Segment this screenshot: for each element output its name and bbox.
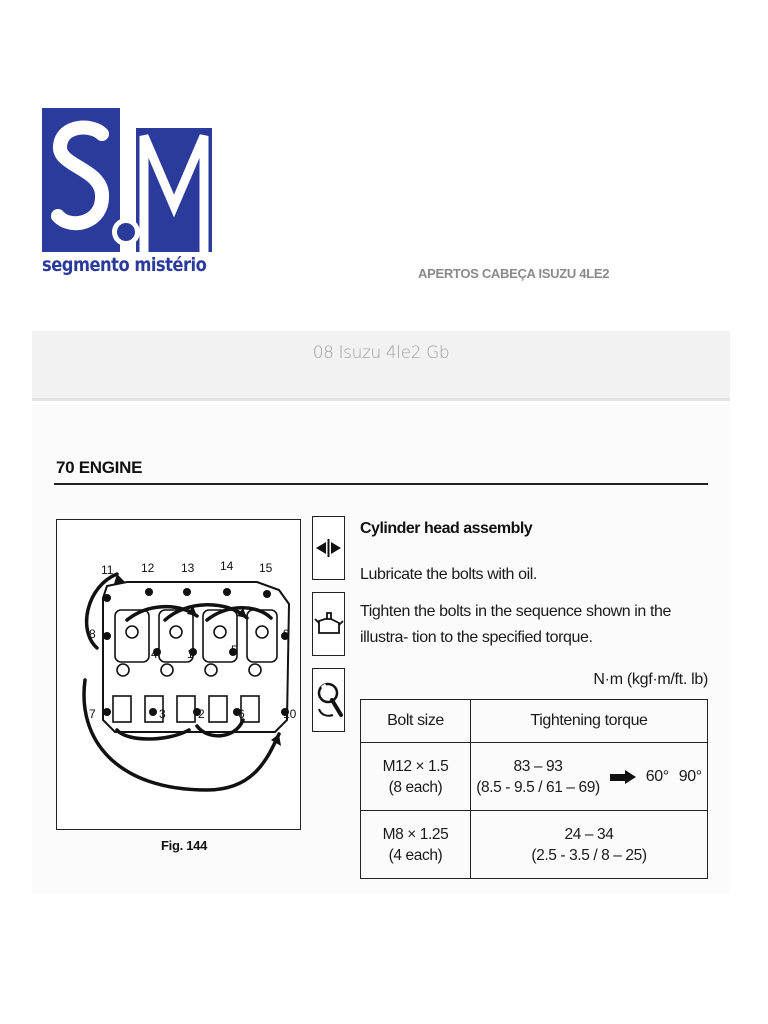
banner-text: 08 Isuzu 4le2 Gb bbox=[312, 343, 450, 363]
torque-cell bbox=[471, 743, 708, 811]
bolt-number-2: 2 bbox=[198, 707, 205, 721]
document-title: APERTOS CABEÇA ISUZU 4LE2 bbox=[418, 266, 610, 281]
bolt-size: M8 × 1.25 bbox=[382, 825, 449, 843]
angle-2: 90° bbox=[678, 768, 702, 785]
instruction-tighten: Tighten the bolts in the sequence shown in the illustra- tion to the specified torque. bbox=[360, 603, 672, 646]
bolt-size-cell bbox=[361, 743, 471, 811]
table-row bbox=[361, 743, 708, 811]
torque-table bbox=[360, 699, 708, 879]
sm-logo-mark bbox=[40, 106, 216, 256]
bolt-sequence-diagram bbox=[57, 520, 300, 829]
bolt-size-cell bbox=[361, 811, 471, 879]
table-header-row bbox=[361, 700, 708, 743]
title-banner bbox=[32, 331, 730, 401]
logo-tagline: segmento mistério bbox=[42, 254, 207, 276]
bolt-count: (4 each) bbox=[388, 846, 443, 864]
oil-can-icon bbox=[312, 592, 345, 656]
bolt-number-8: 8 bbox=[89, 627, 96, 641]
bolt-number-10: 10 bbox=[283, 707, 297, 721]
instruction-lubricate: Lubricate the bolts with oil. bbox=[360, 566, 537, 583]
bolt-number-7: 7 bbox=[89, 707, 96, 721]
bolt-number-6: 6 bbox=[238, 707, 245, 721]
torque-alt-units: (2.5 - 3.5 / 8 – 25) bbox=[531, 846, 647, 864]
header-tightening-torque: Tightening torque bbox=[471, 700, 708, 743]
table-row bbox=[361, 811, 708, 879]
bolt-number-5: 5 bbox=[231, 643, 238, 657]
torque-alt-units: (8.5 - 9.5 / 61 – 69) bbox=[476, 778, 600, 796]
bolt-number-4: 4 bbox=[151, 647, 158, 661]
bolt-size: M12 × 1.5 bbox=[382, 757, 449, 775]
bolt-number-14: 14 bbox=[220, 559, 234, 573]
torque-units: N·m (kgf·m/ft. lb) bbox=[593, 671, 708, 688]
torque-wrench-icon bbox=[312, 668, 345, 732]
torque-value: 24 – 34 bbox=[564, 825, 614, 843]
figure-caption: Fig. 144 bbox=[161, 838, 208, 853]
torque-cell bbox=[471, 811, 708, 879]
bolt-number-15: 15 bbox=[259, 561, 273, 575]
bolt-number-12: 12 bbox=[141, 561, 155, 575]
subsection-heading: Cylinder head assembly bbox=[360, 520, 533, 537]
arrow-right-icon bbox=[610, 770, 636, 784]
section-heading: 70 ENGINE bbox=[56, 458, 143, 477]
header-bolt-size: Bolt size bbox=[361, 700, 471, 743]
cylinder-head-figure bbox=[56, 519, 301, 830]
bolt-number-11: 11 bbox=[101, 563, 114, 577]
bolt-number-1: 1 bbox=[187, 647, 194, 661]
brand-logo bbox=[40, 106, 216, 286]
bolt-number-9: 9 bbox=[283, 627, 290, 641]
bolt-count: (8 each) bbox=[388, 778, 443, 796]
press-fit-icon bbox=[312, 516, 345, 580]
angle-1: 60° bbox=[645, 768, 669, 785]
bolt-number-13: 13 bbox=[181, 561, 195, 575]
bolt-number-3: 3 bbox=[159, 707, 166, 721]
torque-value: 83 – 93 bbox=[513, 757, 563, 775]
section-divider bbox=[54, 483, 708, 485]
